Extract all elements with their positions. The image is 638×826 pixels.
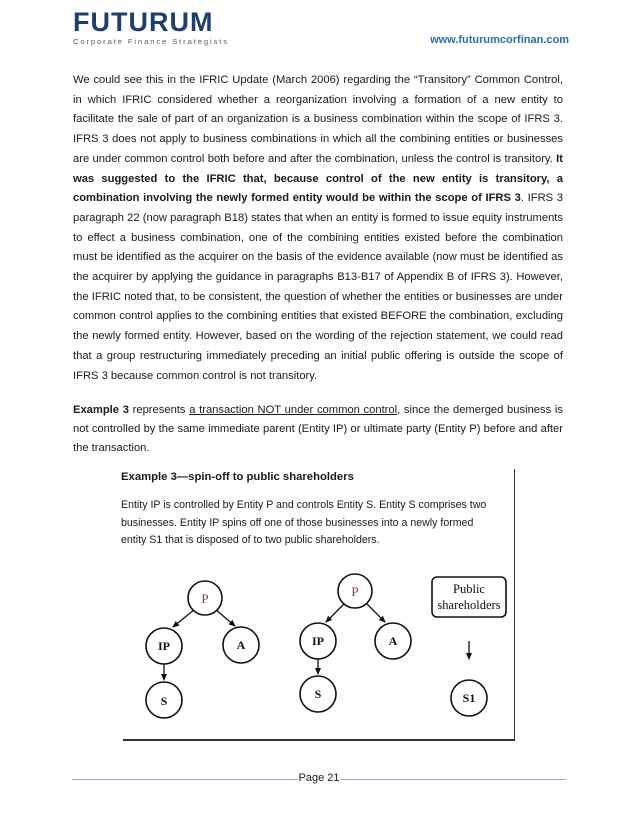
example-label: Example 3 [73,404,129,416]
middle-structure [300,574,411,712]
paragraph-2-middle: represents [128,404,190,416]
paragraph-1-lead: We could see this in the IFRIC Update (March 2006) regarding the “Transitory” Common Control, in which IFRIC considered whether a reorganization involving a formation of a new entity to facilitate the sale of part of an organization is a business combination within the scope of IFRS 3. IFRS 3 does not apply to business combinations in which all the combining entities or businesses are under common control both before and after the combination, unless the control is transitory. [73,74,563,165]
edge-p-ip-middle [326,602,346,622]
underlined-phrase: a transaction NOT under common control [189,404,398,416]
logo-tagline: Corporate Finance Strategists [73,37,229,46]
right-structure [432,577,506,716]
box-label-line2: shareholders [437,598,501,612]
body-paragraph-2 [73,401,563,458]
body-paragraph-1 [73,71,563,386]
paragraph-1-bold: It was suggested to the IFRIC that, because control of the new entity is transitory, a combination involving the newly formed entity would be within the scope of IFRS 3 [73,152,563,205]
node-label: P [351,584,359,599]
edge-p-a-middle [365,602,385,622]
left-structure [146,581,259,718]
footer-rule-right [340,779,566,780]
node-label: A [236,638,246,652]
ownership-diagram [121,469,515,742]
logo-wordmark: FUTURUM [73,7,214,37]
node-label: S [160,694,168,708]
edge-p-a-left [215,609,235,626]
paragraph-2-rest: , since the demerged business is not controlled by the same immediate parent (Entity IP) or ultimate party (Entity P) before and after the transaction. [73,404,563,454]
edge-p-ip-left [173,609,195,627]
node-label: P [201,591,209,606]
box-label-line1: Public [453,582,485,596]
node-label: S [314,687,322,701]
paragraph-1-rest: . IFRS 3 paragraph 22 (now paragraph B18) states that when an entity is formed to issue equity instruments to effect a business combination, one of the combining entities existed before the combination must be identified as the acquirer on the basis of the evidence available (now must be identified as the acquirer by applying the guidance in paragraphs B13-B17 of Appendix B of IFRS 3). However, the IFRIC noted that, to be consistent, the question of whether the entities or businesses are under common control applies to the combining entities that existed BEFORE the combination, excluding the newly formed entity. However, based on the wording of the rejection statement, we could read that a group restructuring immediately preceding an initial public offering is outside the scope of IFRS 3 because common control is not transitory. [73,192,563,382]
node-label: IP [158,639,170,653]
node-label: S1 [462,691,476,705]
figure-border-right [514,469,515,740]
page-number: Page 21 [298,772,340,784]
footer-rule-left [72,779,298,780]
node-label: A [388,634,398,648]
example-figure [121,469,515,742]
figure-title: Example 3—spin-off to public shareholders [121,471,354,483]
node-label: IP [312,634,324,648]
figure-border-bottom [123,739,515,741]
company-logo [73,8,253,46]
figure-description: Entity IP is controlled by Entity P and controls Entity S. Entity S comprises two businesses. Entity IP spins off one of those businesses into a newly formed entity S1 that is disposed of to two public shareholders. [121,499,487,547]
header-url[interactable]: www.futurumcorfinan.com [430,34,569,46]
